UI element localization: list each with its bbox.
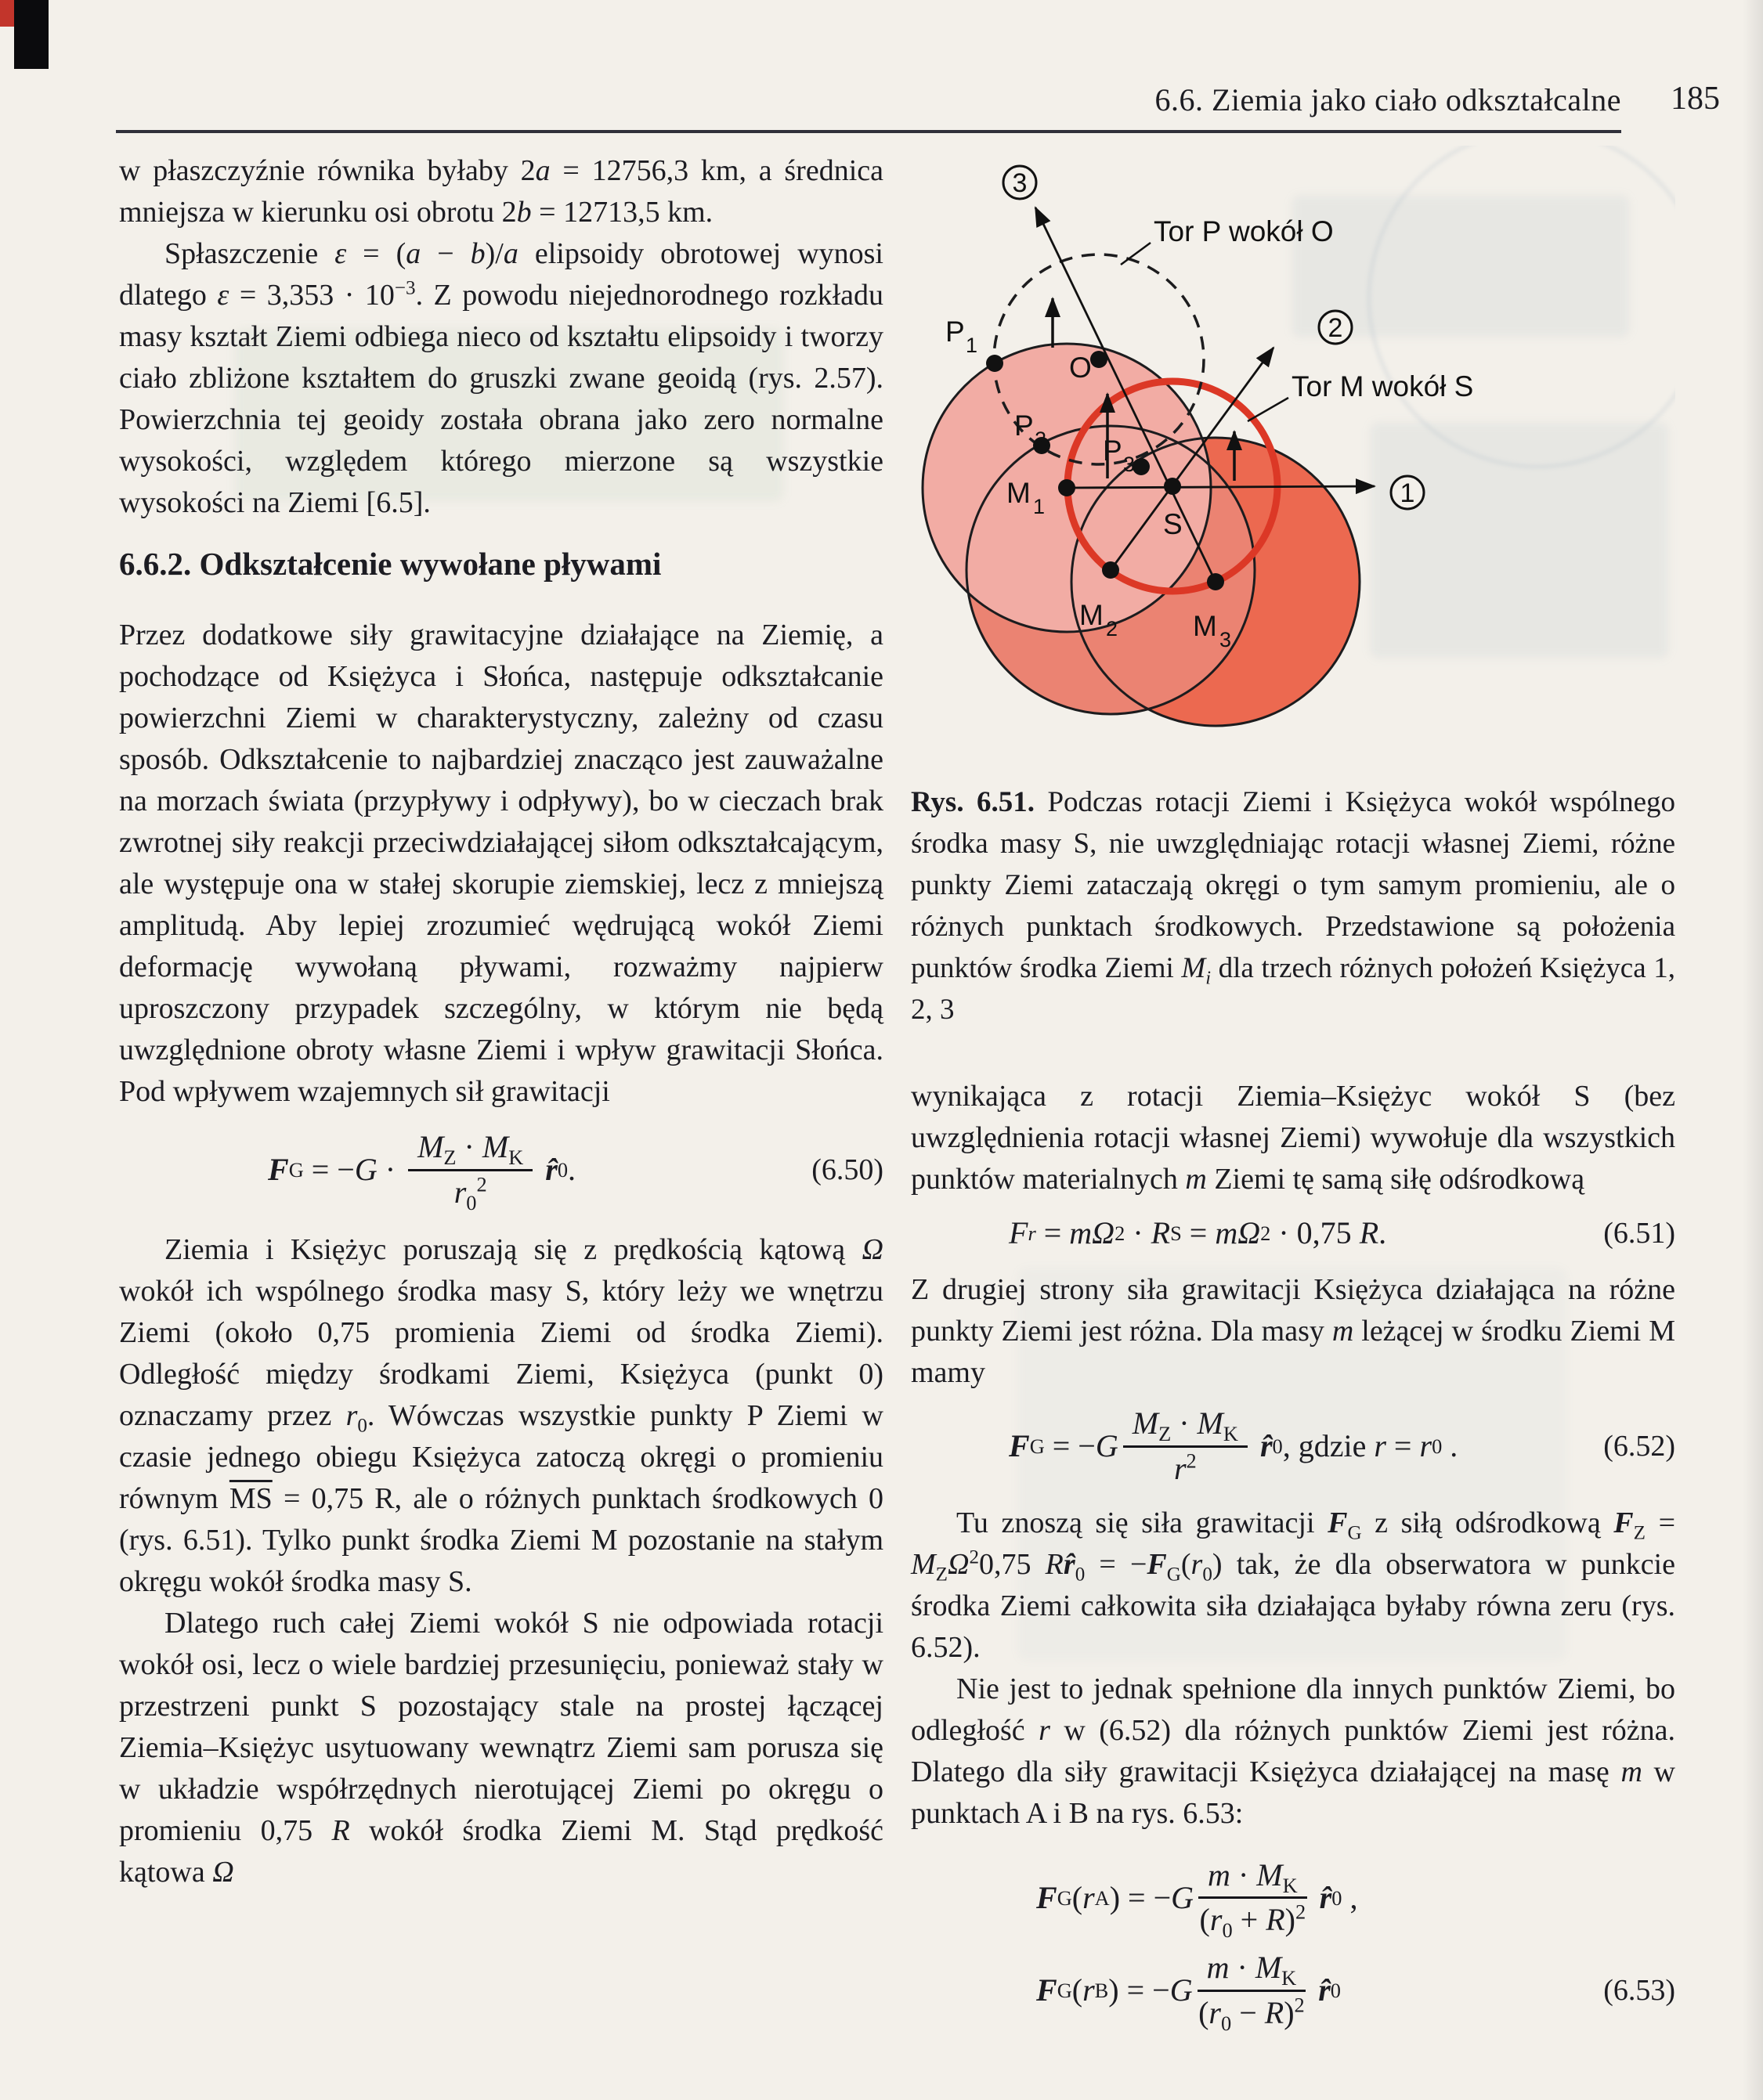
equation-6-51 bbox=[911, 1214, 1675, 1252]
label-O: O bbox=[1069, 352, 1092, 384]
header-rule bbox=[116, 130, 1621, 133]
label-P1: P bbox=[945, 316, 965, 348]
point-P1-dot bbox=[986, 355, 1003, 372]
paragraph: wynikająca z rotacji Ziemia–Księżyc wokół S (bez uwzględnienia rotacji własnej Ziemi) wywołuje dla wszystkich punktów materialnych m Ziemi tę samą siłę odśrodkową bbox=[911, 1080, 1675, 1196]
point-M3-dot bbox=[1207, 573, 1224, 590]
label-P2-sub: 2 bbox=[1035, 428, 1047, 451]
earth-moon-rotation-diagram bbox=[911, 146, 1675, 781]
right-column bbox=[911, 146, 1675, 2035]
paragraph: Spłaszczenie ε = (a − b)/a elipsoidy obrotowej wynosi dlatego $\varepsilon = 3,353 \cdot 10^{-3}$. Z powodu niejednorodnego rozkładu masy kształt Ziemi odbiega nieco od kształtu elipsoidy i tworzy ciało zbliżone kształtem do gruszki zwane geoidą (rys. 2.57). Powierzchnia tej geoidy została obrana jako zero normalne wysokości, względem którego mierzone są wszystkie wysokości na Ziemi [6.5]. bbox=[119, 237, 883, 519]
label-P1-sub: 1 bbox=[966, 334, 978, 357]
point-M1-dot bbox=[1058, 479, 1075, 496]
moon-direction-line-1 bbox=[1067, 486, 1375, 488]
equation-body-a: F G ( r A ) = − G $\frac{m \cdot M_K}{(r_0 + R)^2}$ r̂ 0 , bbox=[1036, 1856, 1358, 1943]
paragraph: Tu znoszą się siła grawitacji $F_G$ z siłą odśrodkową $F_Z = M_Z\Omega^20,75$ $Rr̂_0 = -F_G(r_0)$ tak, że dla obserwatora w punkcie środka Ziemi całkowita siła działająca byłaby równa zeru (rys. 6.52). bbox=[911, 1506, 1675, 1664]
equation-body: F G = − G $\frac{M_Z \cdot M_K}{r^2}$ r̂ 0 , gdzie r = r 0 . bbox=[1009, 1405, 1458, 1486]
paragraph: Nie jest to jednak spełnione dla innych punktów Ziemi, bo odległość r w (6.52) dla różnych punktów Ziemi jest różna. Dlatego dla siły grawitacji Księżyca działającej na masę m w punktach A i B na rys. 6.53: bbox=[911, 1672, 1675, 1830]
page-number: 185 bbox=[1671, 81, 1720, 117]
paragraph: w płaszczyźnie równika byłaby 2a = 12756,3 km, a średnica mniejsza w kierunku osi obrotu 2b = 12713,5 km. bbox=[119, 154, 883, 229]
moon-position-2-number: 2 bbox=[1328, 313, 1343, 343]
paragraph: Przez dodatkowe siły grawitacyjne działające na Ziemię, a pochodzące od Księżyca i Słońca, następuje odkształcanie powierzchni Ziemi w charakterystyczny, zależny od czasu sposób. Odkształcenie to najbardziej znacząco jest zauważalne na morzach świata (przypływy i odpływy), bo w cieczach brak zwrotnej siły reakcji przeciwdziałającej siłom odkształcającym, ale występuje ona w stałej skorupie ziemskiej, lecz z mniejszą amplitudą. Aby lepiej zrozumieć wędrującą wokół Ziemi deformację wywołaną pływami, rozważmy najpierw uproszczony przypadek szczególny, w którym nie będą uwzględnione obroty własne Ziemi i wpływ grawitacji Słońca. Pod wpływem wzajemnych sił grawitacji bbox=[119, 619, 883, 1108]
paragraph: Ziemia i Księżyc poruszają się z prędkością kątową Ω wokół ich wspólnego środka masy S, który leży we wnętrzu Ziemi (około 0,75 promienia Ziemi od środka Ziemi). Odległość między środkami Ziemi, Księżyca (punkt 0) oznaczamy przez $r_0$. Wówczas wszystkie punkty P Ziemi w czasie jednego obiegu Księżyca zatoczą okręgi o promieniu równym $\overline{MS} = 0,75$ R, ale o różnych punktach środkowych 0 (rys. 6.51). Tylko punkt środka Ziemi M pozostanie na stałym okręgu wokół środka masy S. bbox=[119, 1232, 884, 1598]
equation-number: (6.53) bbox=[1603, 1974, 1675, 2008]
label-M2: M bbox=[1079, 599, 1104, 631]
equation-6-52 bbox=[911, 1406, 1675, 1487]
equation-number: (6.51) bbox=[1603, 1217, 1675, 1250]
label-P3: P bbox=[1103, 435, 1122, 467]
label-tor-m-wokol-s: Tor M wokół S bbox=[1292, 370, 1474, 402]
scan-edge-shadow bbox=[1743, 0, 1763, 2100]
scan-corner-black-mark bbox=[14, 0, 49, 69]
point-S-dot bbox=[1164, 478, 1181, 495]
point-M2-dot bbox=[1102, 561, 1119, 579]
label-M1-sub: 1 bbox=[1033, 495, 1046, 518]
point-P3-dot bbox=[1133, 458, 1150, 475]
label-M1: M bbox=[1006, 477, 1031, 509]
tor-m-pointer-line bbox=[1248, 398, 1288, 421]
label-S: S bbox=[1163, 508, 1183, 540]
label-tor-p-wokol-o: Tor P wokół O bbox=[1154, 215, 1334, 247]
equation-body: F r = m Ω 2 · R S = m Ω 2 · 0,75 R . bbox=[1009, 1215, 1387, 1250]
label-M3-sub: 3 bbox=[1219, 628, 1232, 651]
equation-6-53 bbox=[911, 1856, 1675, 2035]
equation-number: (6.50) bbox=[811, 1153, 883, 1187]
bleed-through-circle bbox=[1369, 146, 1675, 467]
left-column bbox=[119, 150, 883, 1893]
paragraph: Z drugiej strony siła grawitacji Księżyca działająca na różne punkty Ziemi jest różna. Dla masy m leżącej w środku Ziemi M mamy bbox=[911, 1273, 1675, 1389]
equation-6-50 bbox=[119, 1129, 883, 1214]
equation-body: F G = − G · $\frac{M_Z \cdot M_K}{r_0^2}$ r̂ 0 . bbox=[268, 1129, 576, 1214]
moon-position-1-number: 1 bbox=[1400, 478, 1415, 508]
label-P3-sub: 3 bbox=[1123, 453, 1136, 476]
figure-6-51 bbox=[911, 146, 1675, 781]
label-M2-sub: 2 bbox=[1106, 617, 1118, 640]
label-P2: P bbox=[1014, 410, 1034, 442]
equation-number: (6.52) bbox=[1603, 1430, 1675, 1463]
figure-caption: Rys. 6.51. Podczas rotacji Ziemi i Księżyca wokół wspólnego środka masy S, nie uwzględniając rotacji własnej Ziemi, różne punkty Ziemi zataczają okręgi o tym samym promieniu, ale o różnych punktach środkowych. Przedstawione są położenia punktów środka Ziemi $M_i$ dla trzech różnych położeń Księżyca 1, 2, 3 bbox=[911, 786, 1675, 1026]
point-O-dot bbox=[1090, 351, 1107, 368]
label-M3: M bbox=[1193, 610, 1217, 642]
section-heading: 6.6.2. Odkształcenie wywołane pływami bbox=[119, 546, 662, 582]
paragraph: Dlatego ruch całej Ziemi wokół S nie odpowiada rotacji wokół osi, lecz o wiele bardziej przesunięciu, ponieważ stały w przestrzeni punkt S pozostający stale na prostej łączącej Ziemia–Księżyc usytuowany wewnątrz Ziemi sam porusza się w układzie współrzędnych nierotującej Ziemi po okręgu o promieniu 0,75 R wokół środka Ziemi M. Stąd prędkość kątowa Ω bbox=[119, 1606, 883, 1889]
equation-body-b: F G ( r B ) = − G $\frac{m \cdot M_K}{(r_0 - R)^2}$ r̂ 0 bbox=[1036, 1950, 1341, 2035]
running-header: 6.6. Ziemia jako ciało odkształcalne bbox=[1154, 82, 1621, 117]
moon-position-3-number: 3 bbox=[1012, 168, 1028, 198]
